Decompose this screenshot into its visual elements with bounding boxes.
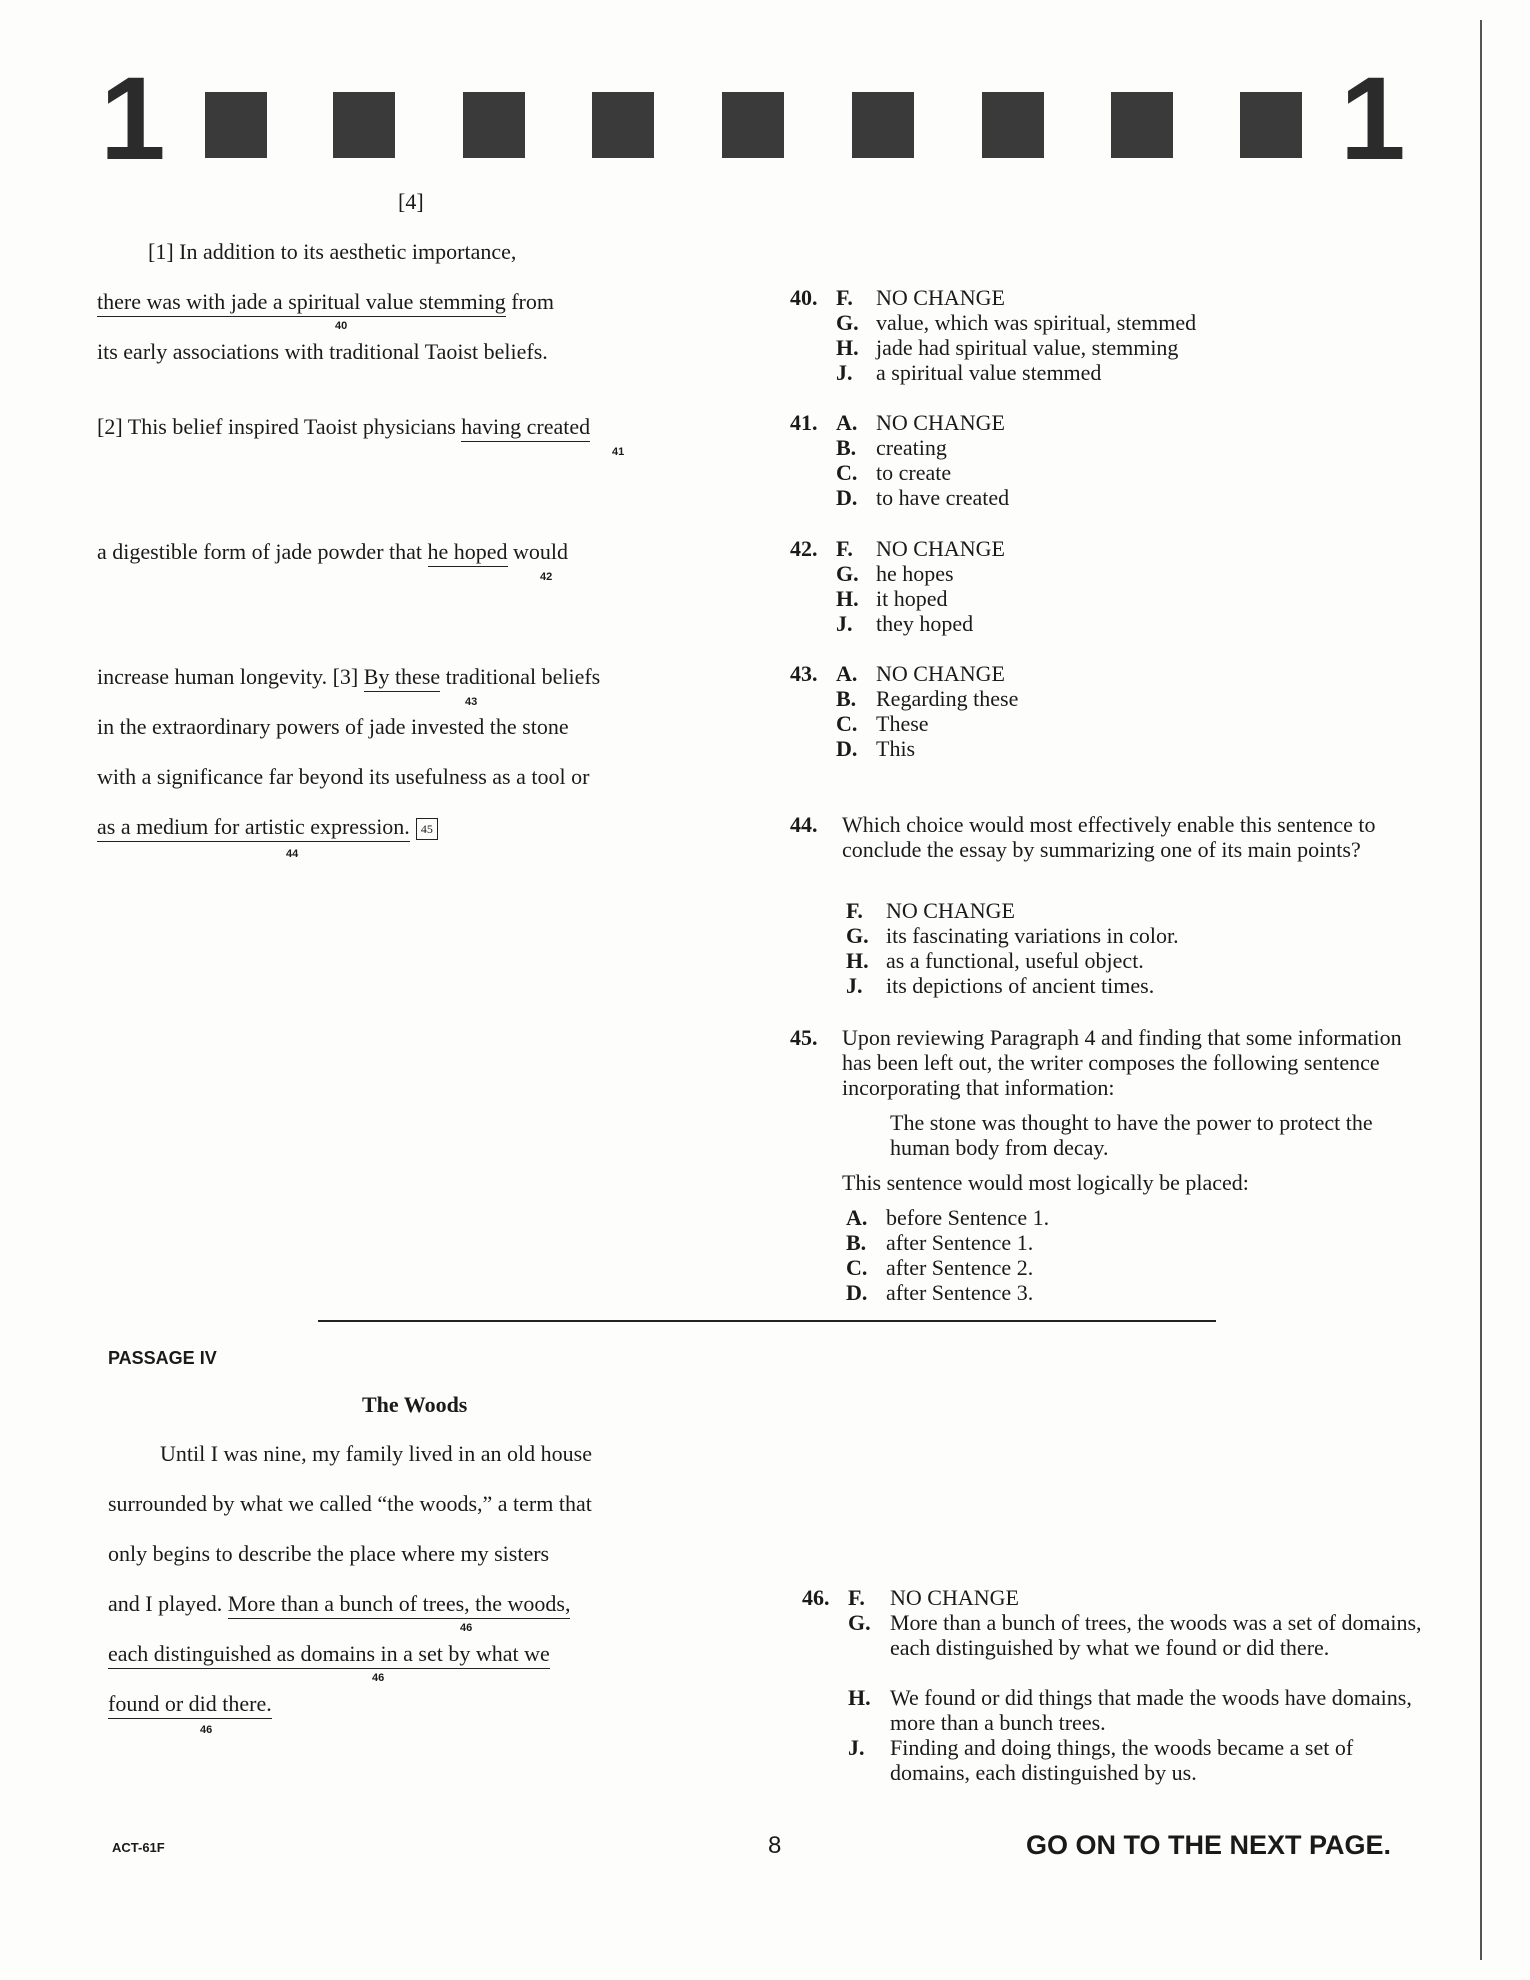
option-text[interactable]: after Sentence 3. bbox=[886, 1280, 1034, 1305]
header-block bbox=[722, 92, 784, 158]
option-letter[interactable]: A. bbox=[846, 1205, 868, 1230]
question-42 bbox=[790, 536, 1350, 636]
header-block bbox=[852, 92, 914, 158]
option-letter[interactable]: J. bbox=[848, 1735, 865, 1760]
option-text[interactable]: More than a bunch of trees, the woods was a set of domains, each distinguished by what we found or did there. bbox=[890, 1610, 1422, 1660]
underlined-portion-41[interactable]: having created bbox=[461, 414, 590, 442]
option-text[interactable]: they hoped bbox=[876, 611, 974, 636]
page-edge-rule bbox=[1480, 20, 1482, 1960]
option-letter[interactable]: C. bbox=[846, 1255, 868, 1280]
option-letter[interactable]: A. bbox=[836, 661, 858, 686]
option-letter[interactable]: F. bbox=[836, 536, 853, 561]
option-text[interactable]: creating bbox=[876, 435, 947, 460]
question-box-45[interactable]: 45 bbox=[416, 818, 438, 840]
option-text[interactable]: Finding and doing things, the woods became a set of domains, each distinguished by us. bbox=[890, 1735, 1354, 1785]
option-text[interactable]: he hopes bbox=[876, 561, 954, 586]
option-text[interactable]: These bbox=[876, 711, 929, 736]
underlined-portion-42[interactable]: he hoped bbox=[428, 539, 508, 567]
passage-line: only begins to describe the place where my sisters bbox=[108, 1541, 550, 1566]
option-letter[interactable]: C. bbox=[836, 460, 858, 485]
question-46 bbox=[802, 1585, 1442, 1610]
option-letter[interactable]: B. bbox=[836, 435, 857, 460]
header-block bbox=[592, 92, 654, 158]
question-tag: 41 bbox=[612, 446, 625, 458]
passage-line: and I played. More than a bunch of trees, the woods, bbox=[108, 1592, 570, 1616]
option-letter[interactable]: F. bbox=[836, 285, 853, 310]
underlined-portion-43[interactable]: By these bbox=[364, 664, 440, 692]
passage-line bbox=[108, 1692, 272, 1716]
option-text[interactable]: a spiritual value stemmed bbox=[876, 360, 1102, 385]
option-text[interactable]: NO CHANGE bbox=[876, 536, 1005, 561]
option-text[interactable]: after Sentence 1. bbox=[886, 1230, 1034, 1255]
underlined-portion-40[interactable]: there was with jade a spiritual value stemming bbox=[97, 289, 506, 317]
question-tag: 46 bbox=[460, 1622, 473, 1634]
question-quote: The stone was thought to have the power to protect the human body from decay. bbox=[890, 1110, 1373, 1160]
go-on-next-page: GO ON TO THE NEXT PAGE. bbox=[1026, 1830, 1392, 1860]
header-block bbox=[205, 92, 267, 158]
option-text[interactable]: as a functional, useful object. bbox=[886, 948, 1144, 973]
option-letter[interactable]: D. bbox=[846, 1280, 868, 1305]
option-letter[interactable]: G. bbox=[836, 561, 859, 586]
underlined-portion-46[interactable]: found or did there. bbox=[108, 1691, 272, 1719]
passage-line: in the extraordinary powers of jade invested the stone bbox=[97, 714, 569, 739]
option-letter[interactable]: J. bbox=[846, 973, 863, 998]
question-stem: Which choice would most effectively enable this sentence to conclude the essay by summarizing one of its main points? bbox=[842, 812, 1376, 862]
underlined-portion-44[interactable]: as a medium for artistic expression. bbox=[97, 814, 410, 842]
option-letter[interactable]: H. bbox=[846, 948, 869, 973]
section-number-right: 1 bbox=[1340, 53, 1406, 185]
question-stem: Upon reviewing Paragraph 4 and finding that some information has been left out, the writer composes the following sentence incorporating that information: bbox=[842, 1025, 1402, 1100]
option-letter[interactable]: A. bbox=[836, 410, 858, 435]
option-letter[interactable]: B. bbox=[846, 1230, 867, 1255]
option-letter[interactable]: J. bbox=[836, 611, 853, 636]
header-block bbox=[463, 92, 525, 158]
question-number: 41. bbox=[790, 410, 818, 435]
option-letter[interactable]: H. bbox=[836, 335, 859, 360]
question-tag: 40 bbox=[335, 320, 348, 332]
header-block bbox=[333, 92, 395, 158]
option-text[interactable]: to create bbox=[876, 460, 952, 485]
passage-line bbox=[108, 1642, 550, 1666]
passage-title: The Woods bbox=[362, 1392, 468, 1417]
option-letter[interactable]: F. bbox=[846, 898, 863, 923]
question-number: 40. bbox=[790, 285, 818, 310]
option-letter[interactable]: J. bbox=[836, 360, 853, 385]
option-text[interactable]: to have created bbox=[876, 485, 1010, 510]
section-number-left: 1 bbox=[100, 53, 166, 185]
passage-line: [1] In addition to its aesthetic importance, bbox=[148, 239, 517, 264]
passage-line: [2] This belief inspired Taoist physicians having created bbox=[97, 415, 590, 439]
question-45-options bbox=[790, 1205, 1430, 1305]
underlined-portion-46[interactable]: each distinguished as domains in a set by what we bbox=[108, 1641, 550, 1669]
option-text[interactable]: its fascinating variations in color. bbox=[886, 923, 1179, 948]
passage-line: its early associations with traditional Taoist beliefs. bbox=[97, 339, 548, 364]
question-40 bbox=[790, 285, 1350, 385]
option-text[interactable]: after Sentence 2. bbox=[886, 1255, 1034, 1280]
question-tag: 43 bbox=[465, 696, 478, 708]
option-text[interactable]: before Sentence 1. bbox=[886, 1205, 1050, 1230]
option-text[interactable]: jade had spiritual value, stemming bbox=[876, 335, 1179, 360]
option-text[interactable]: NO CHANGE bbox=[876, 285, 1005, 310]
option-text[interactable]: it hoped bbox=[876, 586, 948, 611]
passage-line: surrounded by what we called “the woods,” a term that bbox=[108, 1491, 592, 1516]
question-number: 43. bbox=[790, 661, 818, 686]
passage-line: Until I was nine, my family lived in an old house bbox=[160, 1441, 592, 1466]
option-text[interactable]: its depictions of ancient times. bbox=[886, 973, 1155, 998]
question-44-options bbox=[790, 898, 1430, 998]
passage-label: PASSAGE IV bbox=[108, 1348, 217, 1368]
passage-line: with a significance far beyond its usefulness as a tool or bbox=[97, 764, 590, 789]
option-letter[interactable]: G. bbox=[846, 923, 869, 948]
header-block bbox=[1240, 92, 1302, 158]
question-tag: 44 bbox=[286, 848, 299, 860]
header-block bbox=[1111, 92, 1173, 158]
option-text[interactable]: This bbox=[876, 736, 916, 761]
option-letter[interactable]: C. bbox=[836, 711, 858, 736]
option-letter[interactable]: F. bbox=[848, 1585, 865, 1610]
option-text[interactable]: NO CHANGE bbox=[890, 1585, 1019, 1610]
passage-line: increase human longevity. [3] By these traditional beliefs bbox=[97, 665, 600, 689]
option-text[interactable]: NO CHANGE bbox=[876, 661, 1005, 686]
option-text[interactable]: NO CHANGE bbox=[886, 898, 1015, 923]
passage-line: a digestible form of jade powder that he hoped would bbox=[97, 540, 568, 564]
option-letter[interactable]: D. bbox=[836, 736, 858, 761]
question-number: 46. bbox=[802, 1585, 830, 1610]
question-number: 45. bbox=[790, 1025, 818, 1050]
option-text[interactable]: NO CHANGE bbox=[876, 410, 1005, 435]
option-text[interactable]: We found or did things that made the woods have domains, more than a bunch trees. bbox=[890, 1685, 1412, 1735]
question-41 bbox=[790, 410, 1350, 510]
option-letter[interactable]: H. bbox=[848, 1685, 871, 1710]
option-letter[interactable]: D. bbox=[836, 485, 858, 510]
question-tag: 46 bbox=[200, 1724, 213, 1736]
question-number: 42. bbox=[790, 536, 818, 561]
section-divider bbox=[318, 1320, 1216, 1322]
option-letter[interactable]: H. bbox=[836, 586, 859, 611]
question-tag: 46 bbox=[372, 1672, 385, 1684]
page-number: 8 bbox=[768, 1832, 782, 1859]
option-letter[interactable]: G. bbox=[836, 310, 859, 335]
paragraph-label: [4] bbox=[398, 189, 424, 214]
option-letter[interactable]: B. bbox=[836, 686, 857, 711]
passage-line bbox=[97, 815, 438, 840]
header-block bbox=[982, 92, 1044, 158]
question-number: 44. bbox=[790, 812, 818, 837]
option-text[interactable]: value, which was spiritual, stemmed bbox=[876, 310, 1197, 335]
question-prompt: This sentence would most logically be placed: bbox=[842, 1170, 1249, 1195]
option-text[interactable]: Regarding these bbox=[876, 686, 1019, 711]
question-tag: 42 bbox=[540, 571, 553, 583]
option-letter[interactable]: G. bbox=[848, 1610, 871, 1635]
form-code: ACT-61F bbox=[112, 1840, 165, 1855]
passage-line: there was with jade a spiritual value stemming from bbox=[97, 290, 554, 314]
question-43 bbox=[790, 661, 1350, 761]
underlined-portion-46[interactable]: More than a bunch of trees, the woods, bbox=[228, 1591, 571, 1619]
